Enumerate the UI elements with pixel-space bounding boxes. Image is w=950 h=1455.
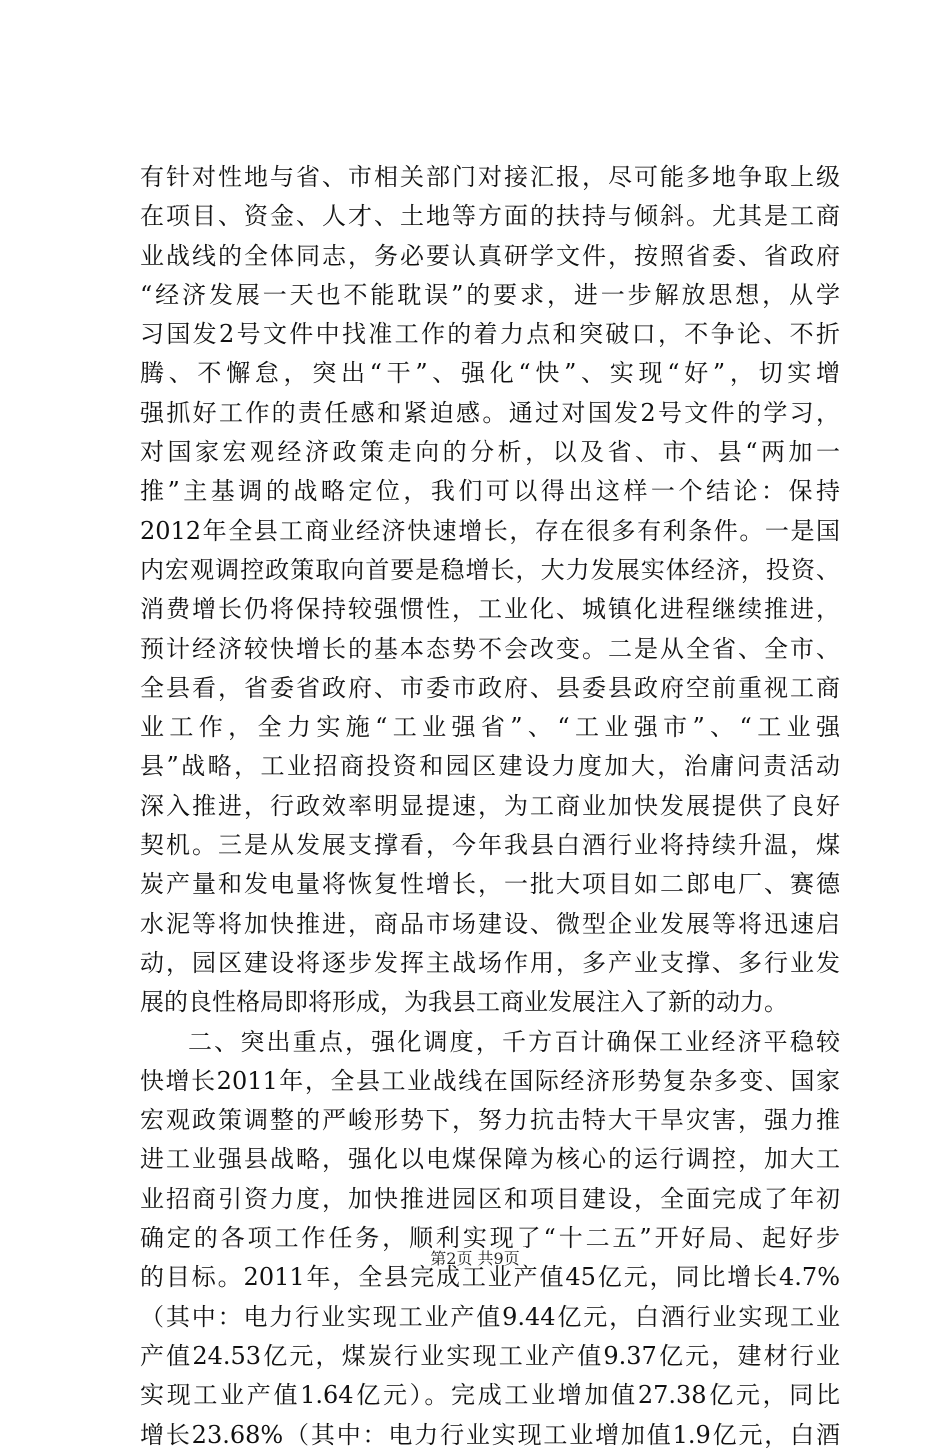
text-line: 对国家宏观经济政策走向的分析，以及省、市、县“两加一 bbox=[140, 438, 840, 467]
text-line: 展的良性格局即将形成，为我县工商业发展注入了新的动力。 bbox=[140, 988, 788, 1017]
text-line: 炭产量和发电量将恢复性增长，一批大项目如二郎电厂、赛德 bbox=[140, 870, 840, 899]
text-line: 快增长2011年，全县工业战线在国际经济形势复杂多变、国家 bbox=[140, 1066, 840, 1095]
text-line: 在项目、资金、人才、土地等方面的扶持与倾斜。尤其是工商 bbox=[140, 202, 840, 231]
text-line: 习国发2号文件中找准工作的着力点和突破口，不争论、不折 bbox=[140, 320, 840, 349]
text-line: 有针对性地与省、市相关部门对接汇报，尽可能多地争取上级 bbox=[140, 163, 840, 191]
text-line: 增长23.68%（其中：电力行业实现工业增加值1.9亿元，白酒 bbox=[140, 1420, 840, 1449]
text-line: 业招商引资力度，加快推进园区和项目建设，全面完成了年初 bbox=[140, 1184, 840, 1213]
text-line: （其中：电力行业实现工业产值9.44亿元，白酒行业实现工业 bbox=[140, 1302, 840, 1331]
text-line: 县”战略，工业招商投资和园区建设力度加大，治庸问责活动 bbox=[140, 752, 840, 781]
text-line: 宏观政策调整的严峻形势下，努力抗击特大干旱灾害，强力推 bbox=[140, 1106, 840, 1135]
text-line: 推”主基调的战略定位，我们可以得出这样一个结论：保持 bbox=[140, 477, 840, 506]
text-line: 强抓好工作的责任感和紧迫感。通过对国发2号文件的学习， bbox=[140, 398, 840, 427]
text-line: 实现工业产值1.64亿元）。完成工业增加值27.38亿元，同比 bbox=[140, 1381, 840, 1410]
page-footer bbox=[0, 1246, 950, 1269]
text-line: “经济发展一天也不能耽误”的要求，进一步解放思想，从学 bbox=[140, 280, 840, 309]
text-line: 2012年全县工商业经济快速增长，存在很多有利条件。一是国 bbox=[140, 516, 840, 545]
text-line: 预计经济较快增长的基本态势不会改变。二是从全省、全市、 bbox=[140, 634, 840, 663]
text-line: 水泥等将加快推进，商品市场建设、微型企业发展等将迅速启 bbox=[140, 909, 840, 938]
text-line: 腾、不懈怠，突出“干”、强化“快”、实现“好”，切实增 bbox=[140, 359, 840, 388]
text-line: 的目标。2011年，全县完成工业产值45亿元，同比增长4.7% bbox=[140, 1263, 840, 1292]
text-line: 产值24.53亿元，煤炭行业实现工业产值9.37亿元，建材行业 bbox=[140, 1341, 840, 1370]
page-number: 第2页 共9页 bbox=[430, 1249, 520, 1268]
text-line: 业工作，全力实施“工业强省”、“工业强市”、“工业强 bbox=[140, 713, 840, 742]
text-line: 动，园区建设将逐步发挥主战场作用，多产业支撑、多行业发 bbox=[140, 948, 840, 977]
text-line: 深入推进，行政效率明显提速，为工商业加快发展提供了良好 bbox=[140, 791, 840, 820]
text-line: 消费增长仍将保持较强惯性，工业化、城镇化进程继续推进， bbox=[140, 595, 840, 624]
text-line: 内宏观调控政策取向首要是稳增长，大力发展实体经济，投资、 bbox=[140, 555, 840, 584]
text-line: 业战线的全体同志，务必要认真研学文件，按照省委、省政府 bbox=[140, 241, 840, 270]
text-line: 契机。三是从发展支撑看，今年我县白酒行业将持续升温，煤 bbox=[140, 831, 840, 860]
section-heading-line: 二、突出重点，强化调度，千方百计确保工业经济平稳较 bbox=[188, 1027, 840, 1056]
text-line: 进工业强县战略，强化以电煤保障为核心的运行调控，加大工 bbox=[140, 1145, 840, 1174]
text-line: 全县看，省委省政府、市委市政府、县委县政府空前重视工商 bbox=[140, 673, 840, 702]
text-line: 确定的各项工作任务，顺利实现了“十二五”开好局、起好步 bbox=[140, 1224, 840, 1253]
